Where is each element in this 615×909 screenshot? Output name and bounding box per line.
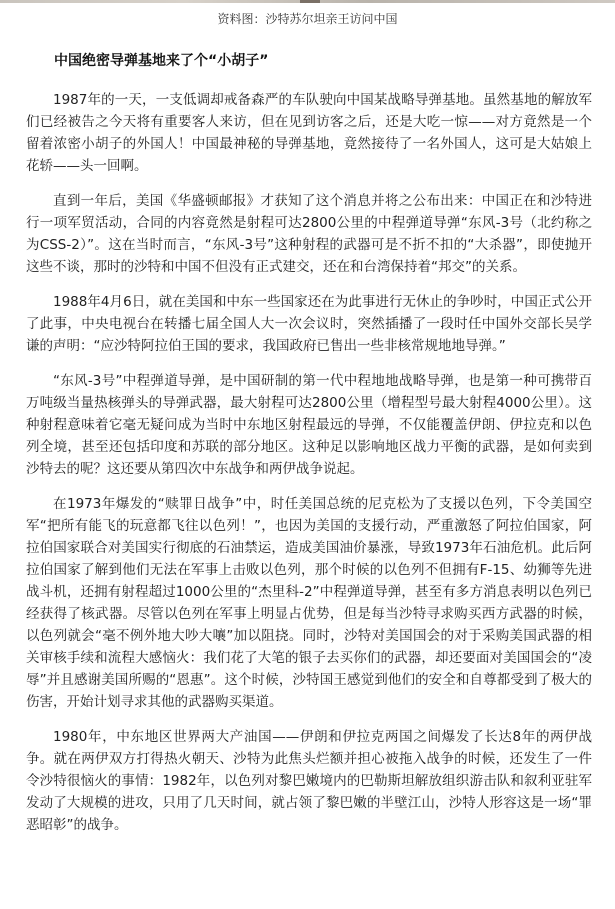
article-title: 中国绝密导弹基地来了个“小胡子” bbox=[54, 53, 269, 69]
paragraph-1: 1987年的一天，一支低调却戒备森严的车队驶向中国某战略导弹基地。虽然基地的解放军们已经被告之今天将有重要客人来访，但在见到访客之后，还是大吃一惊——对方竟然是一个留着浓密小胡子的外国人！中国最神秘的导弹基地，竟然接待了一名外国人，这可是大姑娘上花轿——头一回啊。 bbox=[26, 92, 592, 174]
paragraph-3: 1988年4月6日，就在美国和中东一些国家还在为此事进行无休止的争吵时，中国正式公开了此事，中央电视台在转播七届全国人大一次会议时，突然插播了一段时任中国外交部长吴学谦的声明：“应沙特阿拉伯王国的要求，我国政府已售出一些非核常规地地导弹。” bbox=[26, 294, 592, 354]
paragraph-2: 直到一年后，美国《华盛顿邮报》才获知了这个消息并将之公布出来：中国正在和沙特进行一项军贸活动，合同的内容竟然是射程可达2800公里的中程弹道导弹“东风-3号（北约称之为CSS-2）”。这在当时而言，“东风-3号”这种射程的武器可是不折不扣的“大杀器”，即使抛开这些不谈，那时的沙特和中国不但没有正式建交，还在和台湾保持着“邦交”的关系。 bbox=[26, 193, 592, 275]
paragraph-6: 1980年，中东地区世界两大产油国——伊朗和伊拉克两国之间爆发了长达8年的两伊战争。就在两伊双方打得热火朝天、沙特为此焦头烂额并担心被拖入战争的时候，还发生了一件令沙特很恼火的事情：1982年，以色列对黎巴嫩境内的巴勒斯坦解放组织游击队和叙利亚驻军发动了大规模的进攻，只用了几天时间，就占领了黎巴嫩的半壁江山，沙特人形容这是一场“罪恶昭彰”的战争。 bbox=[26, 729, 592, 833]
article-body bbox=[26, 89, 592, 849]
top-image-edge bbox=[0, 0, 615, 3]
cut-off-next-line bbox=[22, 900, 332, 909]
paragraph-5: 在1973年爆发的“赎罪日战争”中，时任美国总统的尼克松为了支援以色列，下令美国空军“把所有能飞的玩意都飞往以色列！”，也因为美国的支援行动，严重激怒了阿拉伯国家，阿拉伯国家联合对美国实行彻底的石油禁运，造成美国油价暴涨，导致1973年石油危机。此后阿拉伯国家了解到他们无法在军事上击败以色列，那个时候的以色列不但拥有F-15、幼狮等先进战斗机，还拥有射程超过1000公里的“杰里科-2”中程弹道导弹，甚至有多方消息表明以色列已经获得了核武器。尽管以色列在军事上明显占优势，但是每当沙特寻求购买西方武器的时候，以色列就会“毫不例外地大吵大嚷”加以阻挠。同时，沙特对美国国会的对于采购美国武器的相关审核手续和流程大感恼火：我们花了大笔的银子去买你们的武器，却还要面对美国国会的“凌辱”并且感谢美国所赐的“恩惠”。这个时候，沙特国王感觉到他们的安全和自尊都受到了极大的伤害，开始计划寻求其他的武器购买渠道。 bbox=[26, 496, 592, 710]
image-caption: 资料图：沙特苏尔坦亲王访问中国 bbox=[217, 12, 398, 26]
paragraph-4: “东风-3号”中程弹道导弹，是中国研制的第一代中程地地战略导弹，也是第一种可携带百万吨级当量热核弹头的导弹武器，最大射程可达2800公里（增程型号最大射程4000公里）。这种射程意味着它毫无疑问成为当时中东地区射程最远的导弹，不仅能覆盖伊朗、伊拉克和以色列全境，甚至还包括印度和苏联的部分地区。这种足以影响地区战力平衡的武器，是如何卖到沙特去的呢？这还要从第四次中东战争和两伊战争说起。 bbox=[26, 373, 592, 477]
image-fragment bbox=[300, 0, 320, 3]
